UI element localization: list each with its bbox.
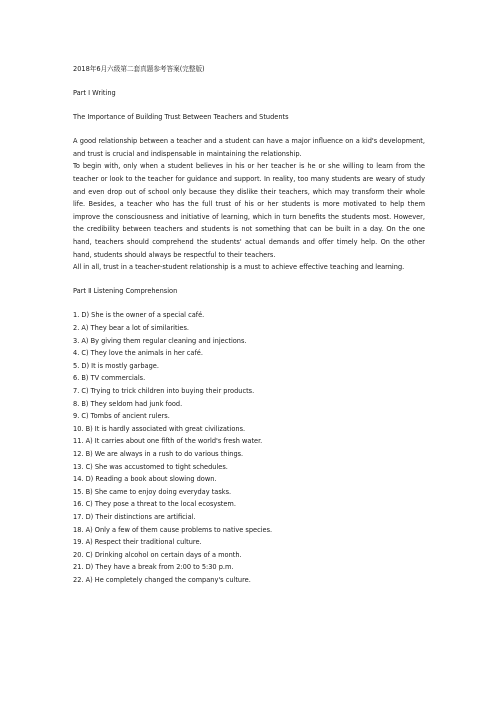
part1-heading: Part Ⅰ Writing — [73, 89, 116, 98]
essay-body — [73, 135, 425, 274]
essay-paragraph-1: A good relationship between a teacher and a student can have a major influence on a kid's development, and trust is crucial and indispensable in maintaining the relationship. — [73, 137, 425, 158]
answer-item: 15. B) She came to enjoy doing everyday tasks. — [73, 487, 232, 496]
answer-item: 8. B) They seldom had junk food. — [73, 399, 183, 408]
answer-item: 17. D) Their distinctions are artificial. — [73, 512, 196, 521]
answer-item: 22. A) He completely changed the company's culture. — [73, 575, 251, 584]
answer-item: 21. D) They have a break from 2:00 to 5:30 p.m. — [73, 563, 234, 572]
part2-heading: Part Ⅱ Listening Comprehension — [73, 287, 178, 296]
answer-item: 5. D) It is mostly garbage. — [73, 361, 159, 370]
document-title: 2018年6月六级第二套真题参考答案(完整版) — [73, 65, 205, 73]
answer-item: 12. B) We are always in a rush to do various things. — [73, 449, 244, 458]
answer-item: 6. B) TV commercials. — [73, 374, 146, 383]
answer-item: 10. B) It is hardly associated with great civilizations. — [73, 424, 246, 433]
answer-item: 7. C) Trying to trick children into buying their products. — [73, 386, 255, 395]
essay-title: The Importance of Building Trust Between Teachers and Students — [73, 113, 289, 122]
answer-item: 13. C) She was accustomed to tight schedules. — [73, 462, 228, 471]
essay-paragraph-3: All in all, trust in a teacher-student relationship is a must to achieve effective teaching and learning. — [73, 263, 405, 272]
answer-item: 2. A) They bear a lot of similarities. — [73, 324, 189, 332]
answer-item: 20. C) Drinking alcohol on certain days of a month. — [73, 550, 242, 559]
answer-item: 9. C) Tombs of ancient rulers. — [73, 412, 170, 421]
answer-item: 16. C) They pose a threat to the local ecosystem. — [73, 500, 236, 509]
answer-item: 18. A) Only a few of them cause problems to native species. — [73, 525, 273, 534]
answer-item: 4. C) They love the animals in her café. — [73, 349, 203, 358]
answer-item: 11. A) It carries about one fifth of the world's fresh water. — [73, 437, 263, 446]
answer-item: 1. D) She is the owner of a special café. — [73, 311, 205, 320]
answer-item: 3. A) By giving them regular cleaning and injections. — [73, 336, 247, 345]
essay-paragraph-2: To begin with, only when a student believes in his or her teacher is he or she willing to learn from the teacher or look to the teacher for guidance and support. In reality, too many students are weary of study and even drop out of school only because they dislike their teachers, which may transform their whole life. Besides, a teacher who has the full trust of his or her students is more motivated to help them improve the consciousness and initiative of learning, which in turn benefits the students most. However, the credibility between teachers and students is not something that can be built in a day. On the one hand, teachers should comprehend the students' actual demands and offer timely help. On the other hand, students should always be respectful to their teachers. — [73, 162, 425, 259]
answer-item: 19. A) Respect their traditional culture. — [73, 538, 202, 547]
document-page — [73, 63, 425, 586]
answer-item: 14. D) Reading a book about slowing down. — [73, 475, 217, 484]
answer-list — [73, 309, 425, 586]
